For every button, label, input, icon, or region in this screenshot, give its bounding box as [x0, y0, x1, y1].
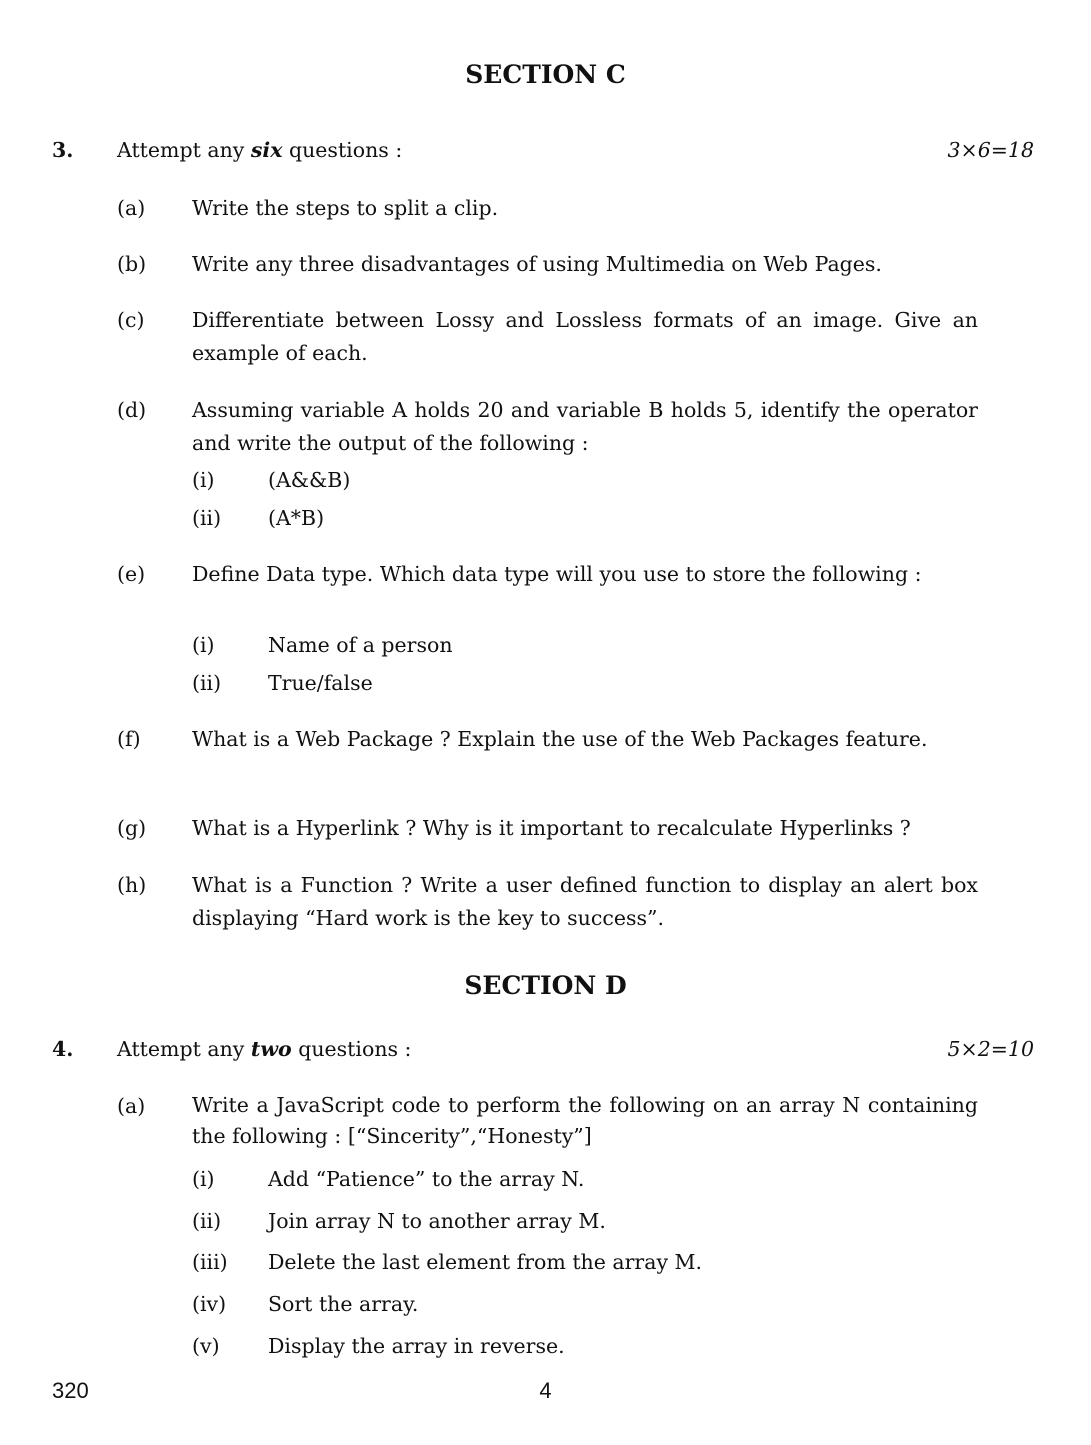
item-label: (a)	[117, 1094, 146, 1118]
question-instruction	[117, 1037, 411, 1061]
subitem-text: Display the array in reverse.	[268, 1334, 565, 1358]
section-c-heading: SECTION C	[465, 60, 626, 89]
item-text: Write the steps to split a clip.	[192, 196, 499, 220]
subitem-label: (ii)	[192, 671, 222, 695]
item-label: (a)	[117, 196, 146, 220]
subitem-label: (ii)	[192, 1209, 222, 1233]
item-label: (d)	[117, 398, 147, 422]
subitem-text: (A*B)	[268, 506, 325, 530]
subitem-label: (i)	[192, 1167, 215, 1191]
subitem-text: Sort the array.	[268, 1292, 419, 1316]
question-number: 4.	[52, 1037, 74, 1061]
marks: 3×6=18	[947, 138, 1034, 162]
subitem-label: (ii)	[192, 506, 222, 530]
instruction-text: questions :	[282, 138, 403, 162]
item-label: (c)	[117, 308, 145, 332]
instruction-emphasis: six	[250, 138, 283, 162]
item-text: What is a Web Package ? Explain the use of the Web Packages feature.	[192, 727, 928, 751]
instruction-text: questions :	[291, 1037, 412, 1061]
item-label: (g)	[117, 816, 147, 840]
item-text: Define Data type. Which data type will you use to store the following :	[192, 562, 922, 586]
section-d-heading: SECTION D	[464, 971, 627, 1000]
item-text: Assuming variable A holds 20 and variable B holds 5, identify the operator and write the output of the following :	[192, 398, 978, 455]
question-number: 3.	[52, 138, 74, 162]
item-label: (f)	[117, 727, 141, 751]
instruction-text: Attempt any	[117, 138, 251, 162]
item-text: Differentiate between Lossy and Lossless formats of an image. Give an example of each.	[192, 308, 978, 365]
instruction-text: Attempt any	[117, 1037, 251, 1061]
subitem-label: (v)	[192, 1334, 220, 1358]
paper-code: 320	[52, 1378, 89, 1403]
item-label: (h)	[117, 873, 147, 897]
subitem-label: (i)	[192, 633, 215, 657]
item-label: (b)	[117, 252, 147, 276]
subitem-text: (A&&B)	[268, 468, 351, 492]
item-label: (e)	[117, 562, 146, 586]
subitem-text: Add “Patience” to the array N.	[268, 1167, 585, 1191]
page-number: 4	[539, 1378, 552, 1403]
instruction-emphasis: two	[250, 1037, 292, 1061]
item-text: What is a Hyperlink ? Why is it important to recalculate Hyperlinks ?	[192, 816, 911, 840]
marks: 5×2=10	[947, 1037, 1034, 1061]
subitem-text: Delete the last element from the array M.	[268, 1250, 703, 1274]
subitem-text: Name of a person	[268, 633, 453, 657]
subitem-label: (iii)	[192, 1250, 228, 1274]
item-text: What is a Function ? Write a user defined function to display an alert box displaying “Hard work is the key to success”.	[192, 873, 978, 930]
item-text: Write any three disadvantages of using Multimedia on Web Pages.	[192, 252, 882, 276]
subitem-text: Join array N to another array M.	[268, 1209, 606, 1233]
subitem-text: True/false	[268, 671, 373, 695]
item-text: Write a JavaScript code to perform the following on an array N containing the following : [“Sincerity”,“Honesty”]	[192, 1093, 978, 1148]
question-instruction	[117, 138, 402, 162]
subitem-label: (iv)	[192, 1292, 227, 1316]
subitem-label: (i)	[192, 468, 215, 492]
